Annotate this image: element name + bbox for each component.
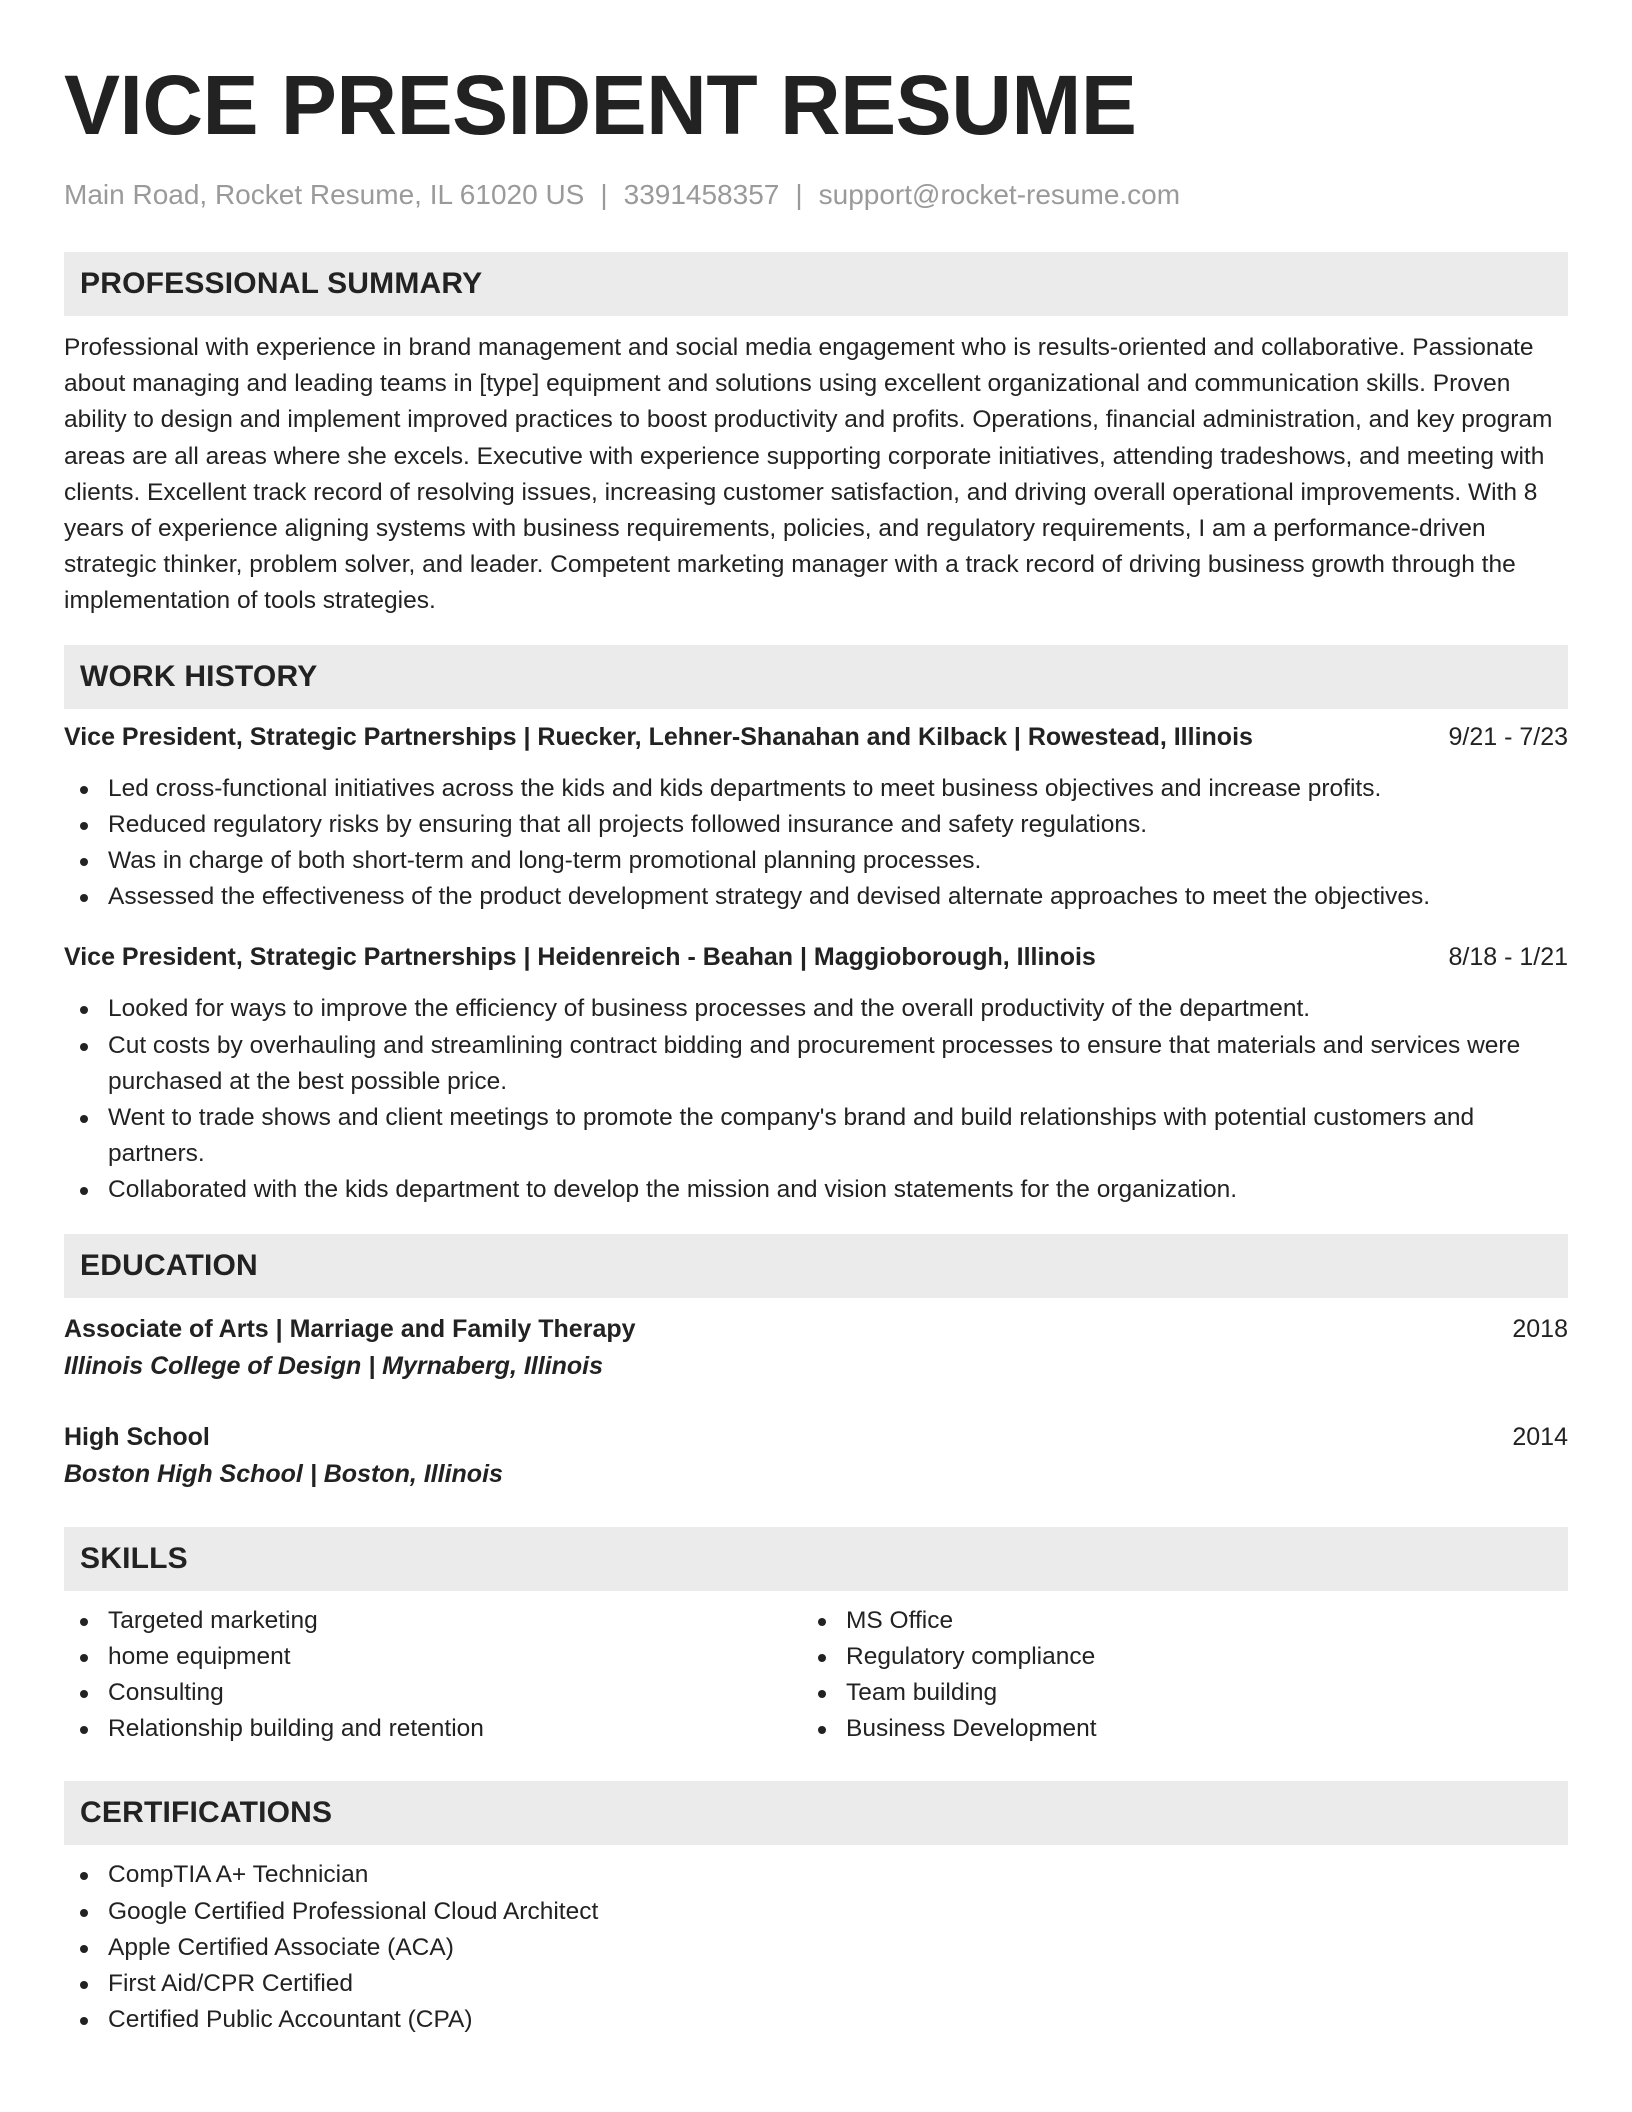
list-item: First Aid/CPR Certified <box>64 1966 1568 2002</box>
education-header <box>64 1419 1568 1455</box>
job-title: Vice President, Strategic Partnerships | Heidenreich - Beahan | Maggioborough, Illinois <box>64 943 1096 972</box>
education-header <box>64 1311 1568 1347</box>
list-item: Cut costs by overhauling and streamlining contract bidding and procurement processes to ensure that materials and services were purchased at the best possible price. <box>64 1028 1568 1100</box>
list-item: Relationship building and retention <box>64 1711 802 1747</box>
skills-list-right <box>802 1603 1540 1748</box>
list-item: Certified Public Accountant (CPA) <box>64 2002 1568 2038</box>
list-item: Assessed the effectiveness of the product development strategy and devised alternate approaches to meet the objectives. <box>64 879 1568 915</box>
contact-address: Main Road, Rocket Resume, IL 61020 US <box>64 179 585 210</box>
list-item: CompTIA A+ Technician <box>64 1857 1568 1893</box>
summary-text: Professional with experience in brand management and social media engagement who is results-oriented and collaborative. Passionate about managing and leading teams in [type] equipment and solutions using excellent organizational and communication skills. Proven ability to design and implement improved practices to boost productivity and profits. Operations, financial administration, and key program areas are all areas where she excels. Executive with experience supporting corporate initiatives, attending tradeshows, and meeting with clients. Excellent track record of resolving issues, increasing customer satisfaction, and driving overall operational improvements. With 8 years of experience aligning systems with business requirements, policies, and regulatory requirements, I am a performance-driven strategic thinker, problem solver, and leader. Competent marketing manager with a track record of driving business growth through the implementation of tools strategies. <box>64 334 1553 615</box>
education-year: 2014 <box>1512 1422 1568 1451</box>
skills-list-left <box>64 1603 802 1748</box>
certifications-list <box>64 1857 1568 2038</box>
list-item: Regulatory compliance <box>802 1639 1540 1675</box>
job-bullets <box>64 991 1568 1208</box>
list-item: Team building <box>802 1675 1540 1711</box>
contact-separator: | <box>795 179 803 210</box>
education-year: 2018 <box>1512 1314 1568 1343</box>
list-item: Was in charge of both short-term and long-term promotional planning processes. <box>64 843 1568 879</box>
contact-separator: | <box>600 179 608 210</box>
list-item: Google Certified Professional Cloud Architect <box>64 1894 1568 1930</box>
education-school: Illinois College of Design | Myrnaberg, Illinois <box>64 1351 604 1380</box>
job-title: Vice President, Strategic Partnerships | Ruecker, Lehner-Shanahan and Kilback | Rowestead, Illinois <box>64 722 1253 751</box>
education-degree: High School <box>64 1422 210 1451</box>
job-entry <box>64 939 1568 1208</box>
list-item: MS Office <box>802 1603 1540 1639</box>
education-degree: Associate of Arts | Marriage and Family Therapy <box>64 1314 636 1343</box>
list-item: Collaborated with the kids department to develop the mission and vision statements for the organization. <box>64 1172 1568 1208</box>
job-header <box>64 939 1568 975</box>
job-header <box>64 719 1568 755</box>
education-entry <box>64 1311 1568 1385</box>
list-item: Targeted marketing <box>64 1603 802 1639</box>
list-item: Looked for ways to improve the efficiency of business processes and the overall productivity of the department. <box>64 991 1568 1027</box>
section-heading-certifications: CERTIFICATIONS <box>64 1781 1568 1845</box>
list-item: Went to trade shows and client meetings to promote the company's brand and build relationships with potential customers and partners. <box>64 1100 1568 1172</box>
contact-email[interactable]: support@rocket-resume.com <box>818 179 1181 210</box>
contact-phone: 3391458357 <box>623 179 780 210</box>
section-heading-skills: SKILLS <box>64 1527 1568 1591</box>
job-entry <box>64 719 1568 916</box>
section-heading-summary: PROFESSIONAL SUMMARY <box>64 252 1568 316</box>
section-heading-education: EDUCATION <box>64 1234 1568 1298</box>
section-heading-work-history: WORK HISTORY <box>64 645 1568 709</box>
contact-line <box>64 177 1568 213</box>
job-dates: 8/18 - 1/21 <box>1448 943 1568 972</box>
skills-columns <box>64 1603 1568 1748</box>
list-item: home equipment <box>64 1639 802 1675</box>
education-school: Boston High School | Boston, Illinois <box>64 1459 503 1488</box>
education-entry <box>64 1419 1568 1493</box>
list-item: Consulting <box>64 1675 802 1711</box>
job-dates: 9/21 - 7/23 <box>1448 722 1568 751</box>
list-item: Business Development <box>802 1711 1540 1747</box>
resume-title: VICE PRESIDENT RESUME <box>64 58 1137 152</box>
job-bullets <box>64 771 1568 916</box>
list-item: Reduced regulatory risks by ensuring that all projects followed insurance and safety regulations. <box>64 807 1568 843</box>
list-item: Apple Certified Associate (ACA) <box>64 1930 1568 1966</box>
list-item: Led cross-functional initiatives across the kids and kids departments to meet business objectives and increase profits. <box>64 771 1568 807</box>
